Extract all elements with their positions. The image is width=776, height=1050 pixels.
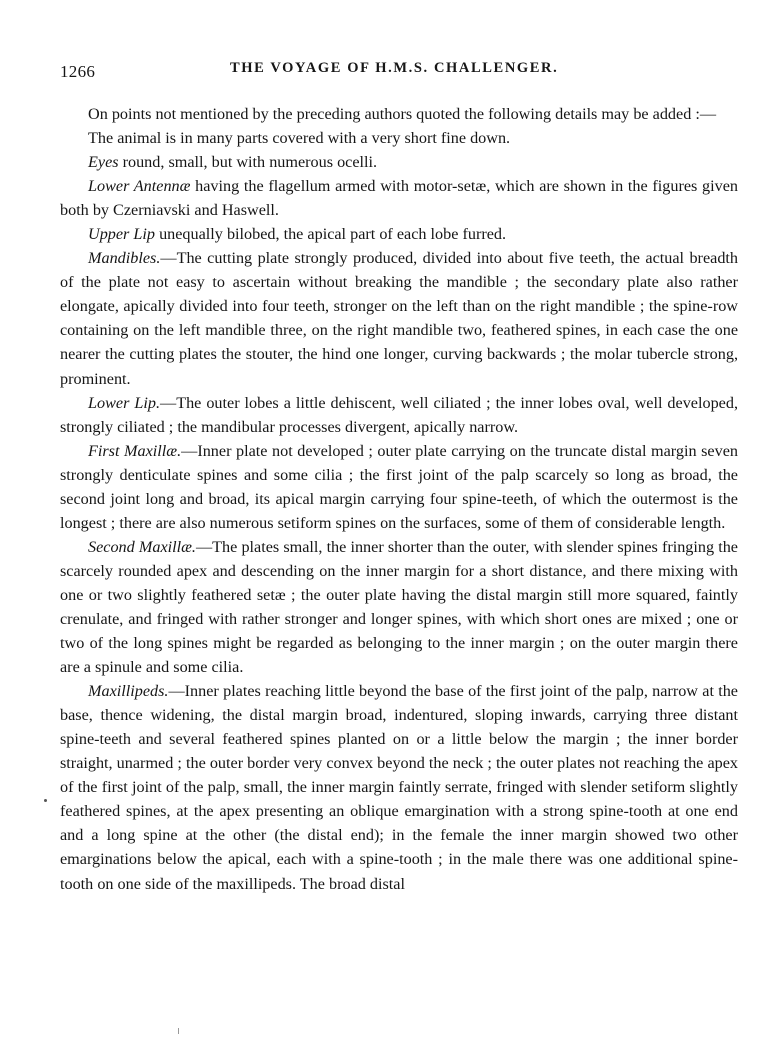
running-title: THE VOYAGE OF H.M.S. CHALLENGER. (230, 60, 559, 76)
paragraph-second-maxillae (60, 535, 738, 679)
paragraph-text: having the flagellum armed with motor-setæ, which are shown in the figures given both by Czerniavski and Haswell. (60, 177, 738, 220)
paragraph-intro (60, 102, 738, 126)
paragraph-text: unequally bilobed, the apical part of each lobe furred. (155, 225, 507, 244)
paragraph-mandibles (60, 246, 738, 390)
paragraph-text: On points not mentioned by the preceding authors quoted the following details may be added :— (88, 105, 717, 123)
paragraph-lead: Lower Lip. (88, 393, 160, 412)
paragraph-text: —The cutting plate strongly produced, divided into about five teeth, the actual breadth of the plate not easy to ascertain without breaking the mandible ; the secondary plate also rather elongate, apically divided into four teeth, stronger on the left than on the right mandible ; the spine-row containing on the left mandible three, on the right mandible two, feathered spines, in each case the one nearer the cutting plates the stouter, the hind one longer, curving backwards ; the molar tubercle strong, prominent. (60, 249, 738, 388)
paragraph-lead: Second Maxillæ. (88, 537, 196, 556)
paragraph-upper-lip (60, 222, 738, 246)
paragraph-lead: Eyes (88, 153, 119, 172)
paragraph-lower-lip (60, 391, 738, 439)
paragraph-eyes (60, 150, 738, 174)
body-text (60, 102, 738, 896)
paragraph-text: round, small, but with numerous ocelli. (118, 153, 378, 172)
paragraph-text: —The outer lobes a little dehiscent, well ciliated ; the inner lobes oval, well developed, strongly ciliated ; the mandibular processes divergent, apically narrow. (60, 393, 738, 436)
paragraph-lead: Mandibles. (88, 249, 161, 268)
paragraph-text: —The plates small, the inner shorter than the outer, with slender spines fringing the scarcely rounded apex and descending on the inner margin for a short distance, and there mixing with one or two slightly feathered setæ ; the outer plate having the distal margin still more squared, faintly crenulate, and fringed with rather stronger and longer spines, with which short ones are mixed ; one or two of the long spines might be regarded as belonging to the inner margin ; on the outer margin there are a spinule and some cilia. (60, 537, 738, 677)
paragraph-lead: Maxillipeds. (88, 682, 169, 701)
page-header (60, 58, 736, 82)
paragraph-lead: First Maxillæ. (88, 441, 182, 460)
paragraph-maxillipeds (60, 679, 738, 895)
page-number: 1266 (60, 62, 96, 81)
paragraph-text: —Inner plates reaching little beyond the base of the first joint of the palp, narrow at the base, thence widening, the distal margin broad, indentured, sloping inwards, carrying three distant spine-teeth and several feathered spines planted on or a little below the margin ; the inner border straight, unarmed ; the outer border very convex beyond the neck ; the outer plates not reaching the apex of the first joint of the palp, small, the inner margin faintly serrate, fringed with slender setiform slightly feathered spines, at the apex presenting an oblique emargination with a strong spine-tooth at one end and a long spine at the other (the distal end); in the female the inner margin showed two other emarginations below the apical, each with a spine-tooth ; in the male there was one additional spine-tooth on one side of the maxillipeds. The broad distal (60, 682, 738, 893)
footer-mark (178, 1028, 179, 1034)
paragraph-text: The animal is in many parts covered with a very short fine down. (88, 129, 511, 148)
margin-mark (44, 799, 47, 802)
paragraph-lead: Lower Antennæ (88, 177, 191, 196)
paragraph-lower-antennae (60, 174, 738, 222)
paragraph-first-maxillae (60, 439, 738, 535)
paragraph-text: —Inner plate not developed ; outer plate carrying on the truncate distal margin seven strongly denticulate spines and some cilia ; the first joint of the palp scarcely so long as broad, the second joint long and broad, its apical margin carrying four spine-teeth, of which the outermost is the longest ; there are also numerous setiform spines on the surfaces, some of them of considerable length. (60, 441, 738, 532)
paragraph-down (60, 126, 738, 150)
paragraph-lead: Upper Lip (88, 225, 156, 244)
